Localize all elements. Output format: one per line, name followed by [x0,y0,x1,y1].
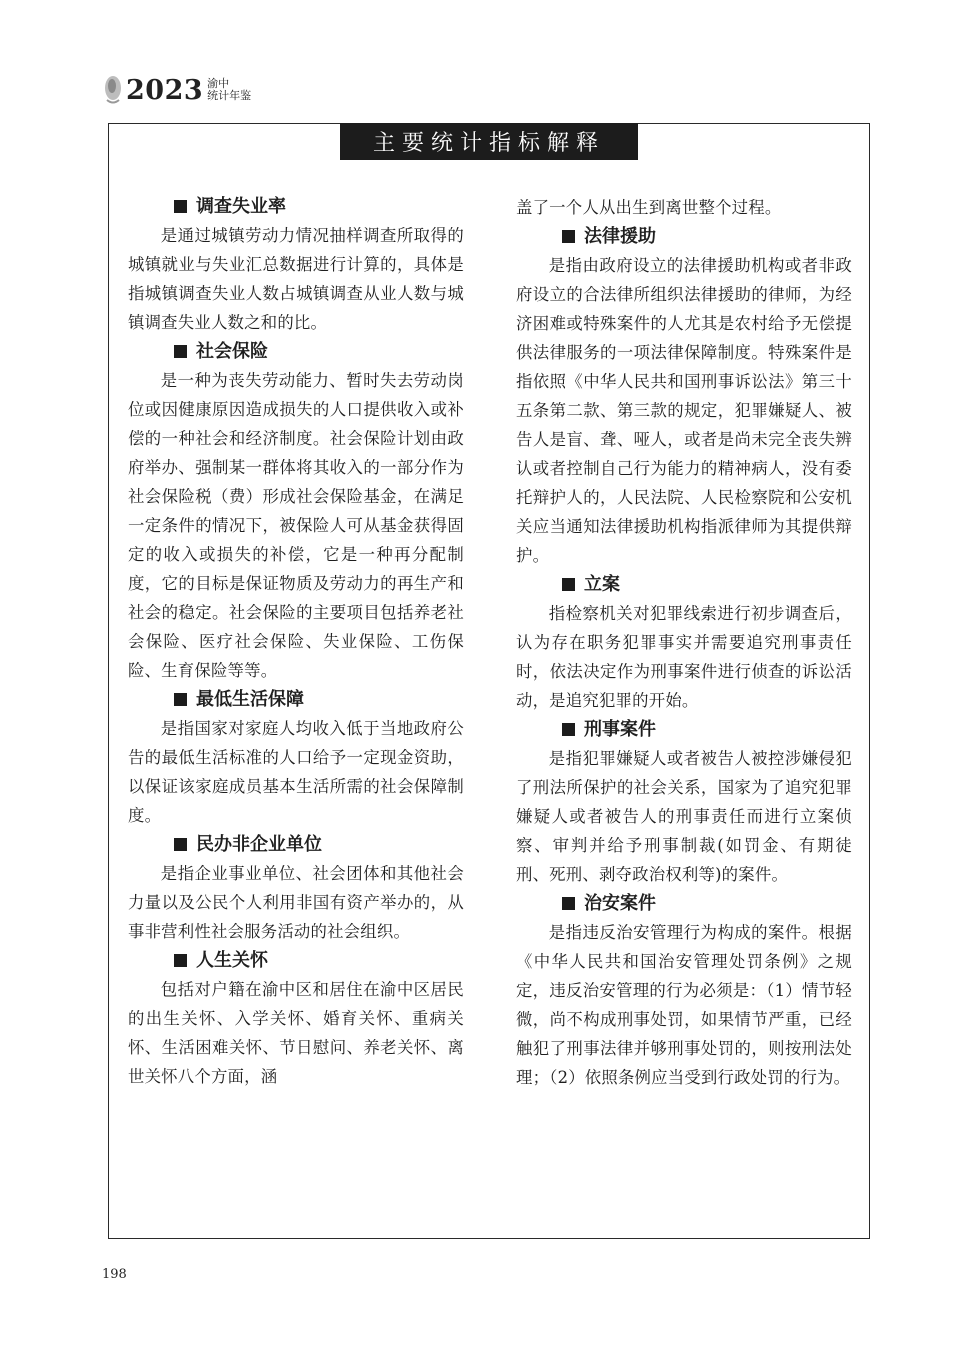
right-column [516,193,852,1092]
header-year: 2023 [126,74,204,106]
square-bullet-icon [562,230,575,243]
section-body: 是指国家对家庭人均收入低于当地政府公告的最低生活标准的人口给予一定现金资助，以保证该家庭成员基本生活所需的社会保障制度。 [128,719,464,825]
section-heading: 法律援助 [516,222,852,251]
header-title-line1: 渝中 [207,77,230,90]
page-title-banner: 主要统计指标解释 [340,123,638,160]
yearbook-logo-icon [103,74,123,106]
square-bullet-icon [174,693,187,706]
section-heading: 最低生活保障 [128,685,464,714]
square-bullet-icon [174,954,187,967]
section-body: 是指由政府设立的法律援助机构或者非政府设立的合法律所组织法律援助的律师，为经济困难或特殊案件的人尤其是农村给予无偿提供法律服务的一项法律保障制度。特殊案件是指依照《中华人民共和国刑事诉讼法》第三十五条第二款、第三款的规定，犯罪嫌疑人、被告人是盲、聋、哑人，或者是尚未完全丧失辨认或者控制自己行为能力的精神病人，没有委托辩护人的，人民法院、人民检察院和公安机关应当通知法律援助机构指派律师为其提供辩护。 [516,256,852,565]
square-bullet-icon [562,897,575,910]
section-heading: 民办非企业单位 [128,830,464,859]
section-heading: 人生关怀 [128,946,464,975]
section-heading: 社会保险 [128,337,464,366]
section-body: 是通过城镇劳动力情况抽样调查所取得的城镇就业与失业汇总数据进行计算的，具体是指城镇调查失业人数占城镇调查从业人数与城镇调查失业人数之和的比。 [128,226,464,332]
section-body-continuation: 盖了一个人从出生到离世整个过程。 [516,198,782,217]
section-body: 是指企业事业单位、社会团体和其他社会力量以及公民个人利用非国有资产举办的，从事非营利性社会服务活动的社会组织。 [128,864,464,941]
section-heading: 刑事案件 [516,715,852,744]
section-body: 是指犯罪嫌疑人或者被告人被控涉嫌侵犯了刑法所保护的社会关系，国家为了追究犯罪嫌疑人或者被告人的刑事责任而进行立案侦察、审判并给予刑事制裁(如罚金、有期徒刑、死刑、剥夺政治权利等)的案件。 [516,749,852,884]
square-bullet-icon [562,723,575,736]
section-body: 是一种为丧失劳动能力、暂时失去劳动岗位或因健康原因造成损失的人口提供收入或补偿的一种社会和经济制度。社会保险计划由政府举办、强制某一群体将其收入的一部分作为社会保险税（费）形成社会保险基金，在满足一定条件的情况下，被保险人可从基金获得固定的收入或损失的补偿，它是一种再分配制度，它的目标是保证物质及劳动力的再生产和社会的稳定。社会保险的主要项目包括养老社会保险、医疗社会保险、失业保险、工伤保险、生育保险等等。 [128,371,464,680]
square-bullet-icon [562,578,575,591]
section-heading: 立案 [516,570,852,599]
section-body: 是指违反治安管理行为构成的案件。根据《中华人民共和国治安管理处罚条例》之规定，违反治安管理的行为必须是：（1）情节轻微，尚不构成刑事处罚，如果情节严重，已经触犯了刑事法律并够刑事处罚的，则按刑法处理；（2）依照条例应当受到行政处罚的行为。 [516,923,852,1087]
square-bullet-icon [174,200,187,213]
header-book-title [207,78,251,102]
section-heading: 调查失业率 [128,192,464,221]
section-heading: 治安案件 [516,889,852,918]
yearbook-header [103,72,251,108]
section-body: 包括对户籍在渝中区和居住在渝中区居民的出生关怀、入学关怀、婚育关怀、重病关怀、生活困难关怀、节日慰问、养老关怀、离世关怀八个方面，涵 [128,980,464,1086]
square-bullet-icon [174,345,187,358]
section-body: 指检察机关对犯罪线索进行初步调查后，认为存在职务犯罪事实并需要追究刑事责任时，依法决定作为刑事案件进行侦查的诉讼活动，是追究犯罪的开始。 [516,604,852,710]
page-number: 198 [102,1267,127,1282]
header-title-line2: 统计年鉴 [207,89,252,102]
square-bullet-icon [174,838,187,851]
left-column [128,192,464,1091]
